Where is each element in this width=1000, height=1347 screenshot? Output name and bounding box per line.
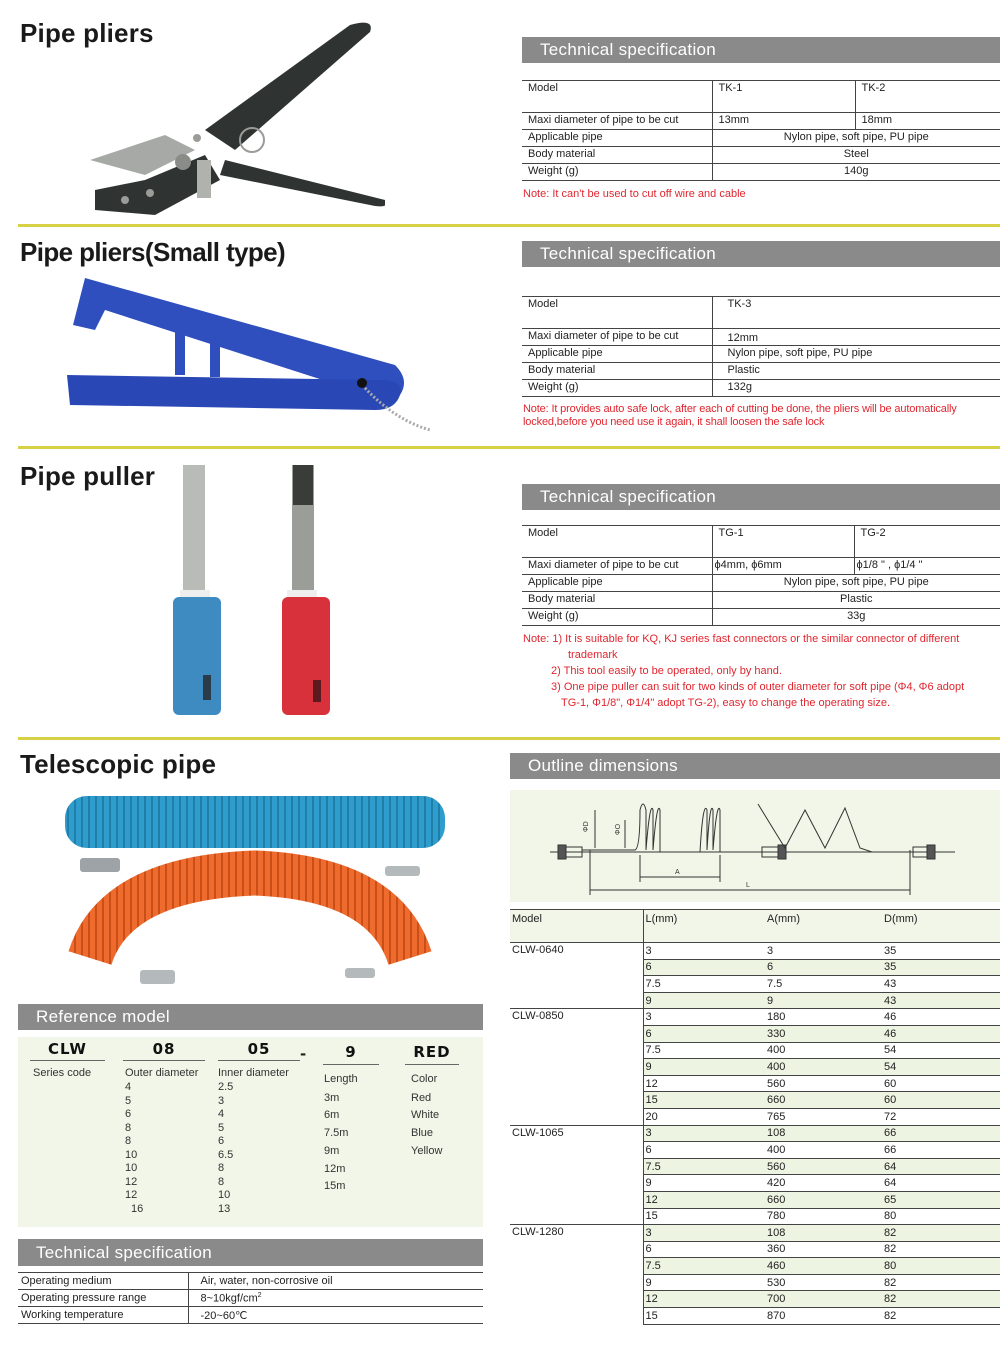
a-value: 400 bbox=[765, 1042, 882, 1059]
pipe-puller-spec-table bbox=[522, 525, 1000, 626]
l-value: 20 bbox=[643, 1108, 765, 1125]
a-value: 560 bbox=[765, 1158, 882, 1175]
a-value: 400 bbox=[765, 1059, 882, 1076]
header-l: L(mm) bbox=[643, 910, 765, 943]
d-value: 35 bbox=[882, 943, 1000, 960]
table-row bbox=[510, 1225, 1000, 1242]
value: 12 bbox=[125, 1189, 138, 1201]
coiled-hoses-image bbox=[55, 788, 455, 988]
model-cell: CLW-1280 bbox=[510, 1225, 643, 1325]
pipe-pliers-small-image bbox=[65, 270, 440, 435]
code-05: 05 bbox=[218, 1043, 300, 1061]
cell-value bbox=[188, 1290, 483, 1307]
section-title-pipe-pliers: Pipe pliers bbox=[20, 18, 154, 48]
l-value: 3 bbox=[643, 943, 765, 960]
d-value: 60 bbox=[882, 1092, 1000, 1109]
l-value: 12 bbox=[643, 1291, 765, 1308]
l-value: 15 bbox=[643, 1092, 765, 1109]
ref-label: Length bbox=[324, 1073, 358, 1085]
ref-color bbox=[405, 1043, 459, 1161]
table-row bbox=[510, 1125, 1000, 1142]
row-label: Model bbox=[522, 526, 712, 558]
label-A: A bbox=[675, 869, 680, 876]
value: 3 bbox=[218, 1094, 225, 1107]
section-divider bbox=[18, 446, 1000, 449]
d-value: 80 bbox=[882, 1208, 1000, 1225]
d-value: 82 bbox=[882, 1291, 1000, 1308]
row-label: Body material bbox=[522, 147, 712, 164]
row-label: Applicable pipe bbox=[522, 130, 712, 147]
value: 12 bbox=[125, 1175, 138, 1188]
value: 6 bbox=[218, 1135, 225, 1147]
l-value: 9 bbox=[643, 1059, 765, 1076]
length-values bbox=[323, 1090, 379, 1196]
cell-value: 132g bbox=[712, 380, 1000, 397]
l-value: 3 bbox=[643, 1009, 765, 1026]
header-a: A(mm) bbox=[765, 910, 882, 943]
ref-length bbox=[323, 1043, 379, 1196]
ref-series-code bbox=[30, 1040, 105, 1081]
d-value: 82 bbox=[882, 1274, 1000, 1291]
row-label: Operating medium bbox=[18, 1273, 188, 1290]
d-value: 64 bbox=[882, 1158, 1000, 1175]
a-value: 180 bbox=[765, 1009, 882, 1026]
superscript: 2 bbox=[257, 1291, 262, 1299]
value: Yellow bbox=[411, 1144, 443, 1157]
cell-value: Air, water, non-corrosive oil bbox=[188, 1273, 483, 1290]
model-cell: CLW-0850 bbox=[510, 1009, 643, 1125]
l-value: 7.5 bbox=[643, 976, 765, 993]
pipe-pliers-small-spec-table bbox=[522, 296, 1000, 397]
a-value: 870 bbox=[765, 1308, 882, 1325]
table-row bbox=[510, 943, 1000, 960]
row-label: Weight (g) bbox=[522, 609, 712, 626]
cell-value: ϕ4mm, ϕ6mm bbox=[712, 558, 854, 575]
a-value: 460 bbox=[765, 1258, 882, 1275]
row-label: Maxi diameter of pipe to be cut bbox=[522, 558, 712, 575]
d-value: 60 bbox=[882, 1075, 1000, 1092]
cell-value: 140g bbox=[712, 164, 1000, 181]
value: 9m bbox=[324, 1144, 340, 1157]
cell-value: 33g bbox=[712, 609, 1000, 626]
a-value: 530 bbox=[765, 1274, 882, 1291]
header-model: Model bbox=[510, 910, 643, 943]
row-label: Maxi diameter of pipe to be cut bbox=[522, 329, 712, 346]
code-clw: CLW bbox=[30, 1043, 105, 1061]
value: 8 bbox=[218, 1162, 225, 1174]
value: 7.5m bbox=[324, 1127, 349, 1140]
d-value: 82 bbox=[882, 1225, 1000, 1242]
note-line: locked,before you need use it again, it shall loosen the safe lock bbox=[523, 416, 825, 428]
pressure-value: 8~10kgf/cm bbox=[200, 1292, 258, 1305]
code-08: 08 bbox=[123, 1043, 205, 1061]
note-text bbox=[523, 631, 964, 711]
section-divider bbox=[18, 737, 1000, 740]
l-value: 9 bbox=[643, 1274, 765, 1291]
d-value: 46 bbox=[882, 1025, 1000, 1042]
l-value: 3 bbox=[643, 1125, 765, 1142]
value: 2.5 bbox=[218, 1081, 234, 1093]
value: 5 bbox=[125, 1094, 132, 1107]
row-label: Applicable pipe bbox=[522, 575, 712, 592]
value: Blue bbox=[411, 1127, 434, 1140]
model-cell: CLW-0640 bbox=[510, 943, 643, 1009]
section-divider bbox=[18, 224, 1000, 227]
value: 15m bbox=[324, 1180, 346, 1193]
value: White bbox=[411, 1109, 440, 1122]
value: 8 bbox=[125, 1121, 132, 1134]
l-value: 7.5 bbox=[643, 1042, 765, 1059]
note-line: trademark bbox=[568, 649, 618, 661]
telescopic-spec-table bbox=[18, 1272, 483, 1324]
d-value: 43 bbox=[882, 992, 1000, 1009]
a-value: 7.5 bbox=[765, 976, 882, 993]
d-value: 80 bbox=[882, 1258, 1000, 1275]
l-value: 7.5 bbox=[643, 1258, 765, 1275]
section-header-reference-model: Reference model bbox=[18, 1004, 483, 1030]
inner-values bbox=[218, 1081, 300, 1216]
note-text bbox=[523, 401, 957, 430]
a-value: 560 bbox=[765, 1075, 882, 1092]
value: 6m bbox=[324, 1109, 340, 1122]
d-value: 35 bbox=[882, 959, 1000, 976]
cell-value: -20~60℃ bbox=[188, 1307, 483, 1324]
value: 10 bbox=[218, 1189, 231, 1201]
row-label: Body material bbox=[522, 363, 712, 380]
value: 8 bbox=[218, 1175, 225, 1188]
ref-inner-diameter bbox=[218, 1040, 300, 1216]
row-label: Maxi diameter of pipe to be cut bbox=[522, 113, 712, 130]
a-value: 360 bbox=[765, 1241, 882, 1258]
ref-label: Series code bbox=[33, 1066, 92, 1079]
a-value: 3 bbox=[765, 943, 882, 960]
a-value: 6 bbox=[765, 959, 882, 976]
section-header-telescopic-spec: Technical specification bbox=[18, 1239, 483, 1266]
a-value: 765 bbox=[765, 1108, 882, 1125]
l-value: 3 bbox=[643, 1225, 765, 1242]
cell-value: Nylon pipe, soft pipe, PU pipe bbox=[712, 346, 1000, 363]
pipe-puller-image bbox=[165, 460, 340, 720]
note-line: TG-1, Φ1/8", Φ1/4" adopt TG-2), easy to change the operating size. bbox=[561, 697, 891, 709]
value: Red bbox=[411, 1091, 432, 1104]
a-value: 780 bbox=[765, 1208, 882, 1225]
cell-value: 13mm bbox=[712, 113, 855, 130]
d-value: 65 bbox=[882, 1191, 1000, 1208]
ref-label: Outer diameter bbox=[125, 1066, 199, 1079]
value: 12m bbox=[324, 1162, 346, 1175]
model-tk3: TK-3 bbox=[712, 297, 1000, 329]
value: 10 bbox=[125, 1148, 138, 1161]
code-9: 9 bbox=[323, 1043, 379, 1065]
label-phiO: ΦO bbox=[615, 823, 622, 835]
d-value: 43 bbox=[882, 976, 1000, 993]
section-header-pipe-puller-spec: Technical specification bbox=[522, 484, 1000, 510]
outline-diagram bbox=[510, 790, 1000, 902]
row-label: Operating pressure range bbox=[18, 1290, 188, 1307]
l-value: 7.5 bbox=[643, 1158, 765, 1175]
model-tk1: TK-1 bbox=[712, 81, 855, 113]
d-value: 72 bbox=[882, 1108, 1000, 1125]
d-value: 54 bbox=[882, 1042, 1000, 1059]
ref-label: Color bbox=[411, 1073, 438, 1085]
a-value: 660 bbox=[765, 1092, 882, 1109]
outer-values bbox=[123, 1081, 205, 1216]
cell-value: Nylon pipe, soft pipe, PU pipe bbox=[712, 130, 1000, 147]
label-L: L bbox=[746, 882, 750, 889]
row-label: Model bbox=[522, 297, 712, 329]
note-line: Note: It provides auto safe lock, after each of cutting be done, the pliers will be automatically bbox=[523, 403, 957, 415]
code-red: RED bbox=[405, 1043, 459, 1065]
l-value: 15 bbox=[643, 1308, 765, 1325]
outline-dimensions-table bbox=[510, 909, 1000, 1325]
section-header-outline-dimensions: Outline dimensions bbox=[510, 753, 1000, 779]
cell-value: 18mm bbox=[855, 113, 1000, 130]
row-label: Working temperature bbox=[18, 1307, 188, 1324]
d-value: 54 bbox=[882, 1059, 1000, 1076]
model-tg1: TG-1 bbox=[712, 526, 854, 558]
header-d: D(mm) bbox=[882, 910, 1000, 943]
value: 3m bbox=[324, 1091, 340, 1104]
pipe-pliers-image bbox=[85, 10, 385, 215]
note-line: Note: 1) It is suitable for KQ, KJ series fast connectors or the similar connector of different bbox=[523, 633, 960, 645]
d-value: 82 bbox=[882, 1308, 1000, 1325]
model-tk2: TK-2 bbox=[855, 81, 1000, 113]
section-title-pipe-puller: Pipe puller bbox=[20, 461, 156, 491]
model-tg2: TG-2 bbox=[854, 526, 1000, 558]
row-label: Applicable pipe bbox=[522, 346, 712, 363]
value: 8 bbox=[125, 1135, 132, 1147]
code-dash: - bbox=[300, 1045, 307, 1063]
d-value: 82 bbox=[882, 1241, 1000, 1258]
value: 6.5 bbox=[218, 1148, 234, 1161]
d-value: 66 bbox=[882, 1125, 1000, 1142]
section-title-telescopic-pipe: Telescopic pipe bbox=[20, 749, 217, 779]
note-line: 3) One pipe puller can suit for two kinds of outer diameter for soft pipe (Φ4, Φ6 adopt bbox=[551, 681, 965, 693]
value: 16 bbox=[131, 1202, 144, 1215]
l-value: 6 bbox=[643, 959, 765, 976]
a-value: 108 bbox=[765, 1125, 882, 1142]
l-value: 9 bbox=[643, 992, 765, 1009]
l-value: 6 bbox=[643, 1142, 765, 1159]
note-line: 2) This tool easily to be operated, only by hand. bbox=[551, 665, 782, 677]
l-value: 15 bbox=[643, 1208, 765, 1225]
cell-value: Nylon pipe, soft pipe, PU pipe bbox=[712, 575, 1000, 592]
label-phiD: ΦD bbox=[583, 821, 590, 832]
row-label: Weight (g) bbox=[522, 380, 712, 397]
d-value: 66 bbox=[882, 1142, 1000, 1159]
a-value: 660 bbox=[765, 1191, 882, 1208]
pipe-pliers-spec-table bbox=[522, 80, 1000, 181]
a-value: 420 bbox=[765, 1175, 882, 1192]
l-value: 9 bbox=[643, 1175, 765, 1192]
row-label: Body material bbox=[522, 592, 712, 609]
d-value: 64 bbox=[882, 1175, 1000, 1192]
value: 4 bbox=[125, 1081, 132, 1093]
table-row bbox=[510, 1009, 1000, 1026]
l-value: 6 bbox=[643, 1241, 765, 1258]
ref-outer-diameter bbox=[123, 1040, 205, 1216]
reference-model-panel bbox=[18, 1037, 483, 1227]
a-value: 330 bbox=[765, 1025, 882, 1042]
a-value: 700 bbox=[765, 1291, 882, 1308]
value: 13 bbox=[218, 1202, 231, 1215]
cell-value: Steel bbox=[712, 147, 1000, 164]
a-value: 9 bbox=[765, 992, 882, 1009]
ref-label: Inner diameter bbox=[218, 1066, 289, 1079]
l-value: 12 bbox=[643, 1075, 765, 1092]
a-value: 400 bbox=[765, 1142, 882, 1159]
value: 4 bbox=[218, 1108, 225, 1120]
cell-value: Plastic bbox=[712, 363, 1000, 380]
a-value: 108 bbox=[765, 1225, 882, 1242]
l-value: 12 bbox=[643, 1191, 765, 1208]
note-text: Note: It can't be used to cut off wire and cable bbox=[523, 188, 746, 200]
row-label: Model bbox=[522, 81, 712, 113]
value: 6 bbox=[125, 1108, 132, 1120]
l-value: 6 bbox=[643, 1025, 765, 1042]
color-values bbox=[405, 1090, 459, 1161]
cell-value: Plastic bbox=[712, 592, 1000, 609]
cell-value: ϕ1/8 " , ϕ1/4 " bbox=[854, 558, 1000, 575]
section-header-pipe-pliers-spec: Technical specification bbox=[522, 37, 1000, 63]
model-cell: CLW-1065 bbox=[510, 1125, 643, 1225]
section-header-pipe-pliers-small-spec: Technical specification bbox=[522, 241, 1000, 267]
section-title-pipe-pliers-small: Pipe pliers(Small type) bbox=[20, 237, 286, 267]
cell-value: 12mm bbox=[712, 329, 1000, 346]
d-value: 46 bbox=[882, 1009, 1000, 1026]
value: 10 bbox=[125, 1162, 138, 1174]
row-label: Weight (g) bbox=[522, 164, 712, 181]
value: 5 bbox=[218, 1121, 225, 1134]
